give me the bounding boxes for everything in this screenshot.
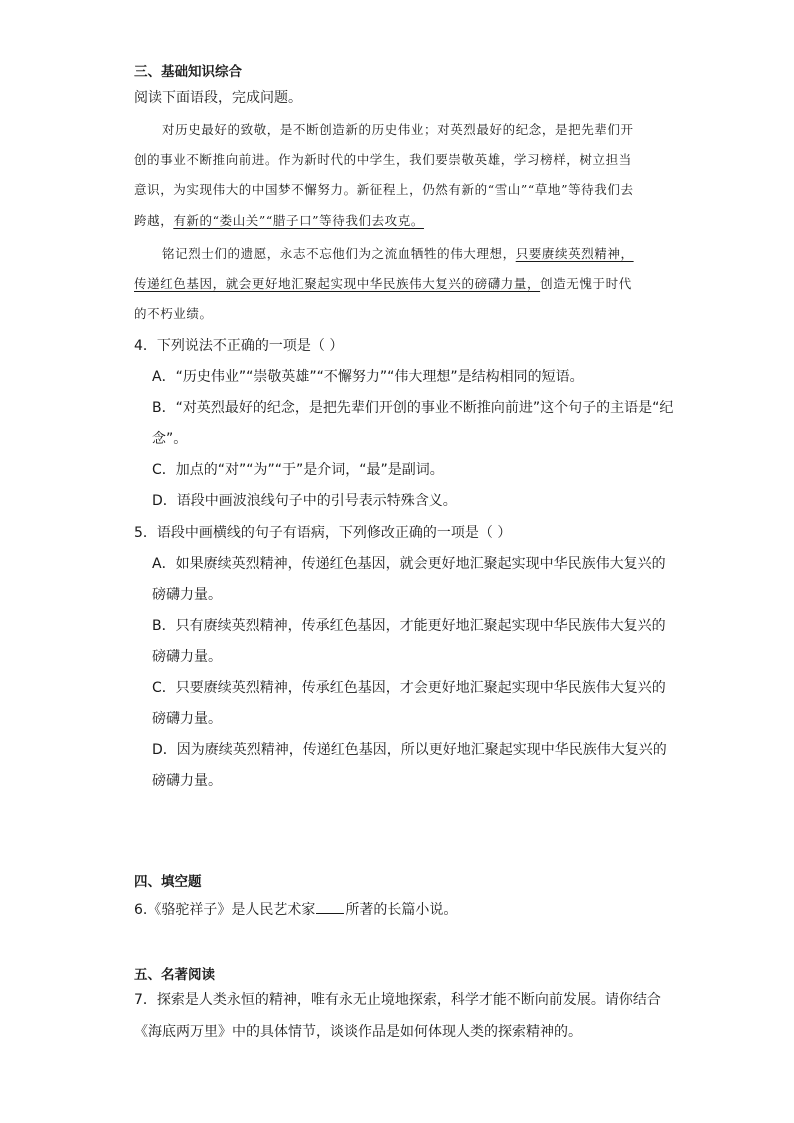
question-5-option-d-cont: 磅礴力量。 <box>152 773 222 789</box>
question-5-option-b-cont: 磅礴力量。 <box>152 649 222 665</box>
question-7: 7．探索是人类永恒的精神，唯有永无止境地探索，科学才能不断向前发展。请你结合 <box>134 992 661 1008</box>
passage-line: 对历史最好的致敬，是不断创造新的历史伟业；对英烈最好的纪念，是把先辈们开 <box>162 122 634 137</box>
passage-line <box>162 244 634 264</box>
question-4-stem: 4．下列说法不正确的一项是（ ） <box>134 338 344 354</box>
question-4-option-a: A．“历史伟业”“崇敬英雄”“不懈努力”“伟大理想”是结构相同的短语。 <box>152 369 584 385</box>
question-4-option-c: C．加点的“对”“为”“于”是介词，“最”是副词。 <box>152 462 444 478</box>
section-4-heading: 四、填空题 <box>134 874 202 890</box>
section-5-heading: 五、名著阅读 <box>134 967 215 983</box>
passage-line <box>134 211 424 231</box>
question-5-option-c-cont: 磅礴力量。 <box>152 711 222 727</box>
wavy-underlined-sentence: 有新的“娄山关”“腊子口”等待我们去攻克。 <box>173 213 424 228</box>
question-6-text: 所著的长篇小说。 <box>345 902 458 918</box>
underlined-sentence: 传递红色基因，就会更好地汇聚起实现中华民族伟大复兴的磅礴力量， <box>134 276 541 291</box>
question-5-option-b: B．只有赓续英烈精神，传承红色基因，才能更好地汇聚起实现中华民族伟大复兴的 <box>152 618 666 634</box>
question-5-option-a: A．如果赓续英烈精神，传递红色基因，就会更好地汇聚起实现中华民族伟大复兴的 <box>152 556 666 572</box>
passage-line: 创的事业不断推向前进。作为新时代的中学生，我们要崇敬英雄，学习榜样，树立担当 <box>134 152 632 167</box>
question-4-option-b: B．“对英烈最好的纪念，是把先辈们开创的事业不断推向前进”这个句子的主语是“纪 <box>152 400 674 416</box>
passage-line: 的不朽业绩。 <box>134 306 213 321</box>
passage-line <box>134 274 632 294</box>
question-6 <box>134 899 457 920</box>
question-5-option-d: D．因为赓续英烈精神，传递红色基因，所以更好地汇聚起实现中华民族伟大复兴的 <box>152 742 667 758</box>
passage-text: 创造无愧于时代 <box>540 276 632 291</box>
passage-text: 跨越， <box>134 213 174 228</box>
passage-text: 铭记烈士们的遗愿，永志不忘他们为之流血牺牲的伟大理想， <box>162 246 516 261</box>
question-7-cont: 《海底两万里》中的具体情节，谈谈作品是如何体现人类的探索精神的。 <box>134 1024 582 1040</box>
section-3-heading: 三、基础知识综合 <box>134 64 242 80</box>
question-5-option-c: C．只要赓续英烈精神，传承红色基因，才会更好地汇聚起实现中华民族伟大复兴的 <box>152 680 666 696</box>
question-5-option-a-cont: 磅礴力量。 <box>152 587 222 603</box>
question-6-text: 6.《骆驼祥子》是人民艺术家 <box>134 902 316 918</box>
passage-line: 意识，为实现伟大的中国梦不懈努力。新征程上，仍然有新的“雪山”“草地”等待我们去 <box>134 182 634 197</box>
question-5-stem: 5．语段中画横线的句子有语病，下列修改正确的一项是（ ） <box>134 525 512 541</box>
section-3-instruction: 阅读下面语段，完成问题。 <box>134 90 302 106</box>
answer-blank[interactable] <box>316 899 344 914</box>
question-4-option-b-cont: 念”。 <box>152 431 188 447</box>
underlined-sentence: 只要赓续英烈精神， <box>515 246 634 261</box>
question-4-option-d: D．语段中画波浪线句子中的引号表示特殊含义。 <box>152 493 457 509</box>
